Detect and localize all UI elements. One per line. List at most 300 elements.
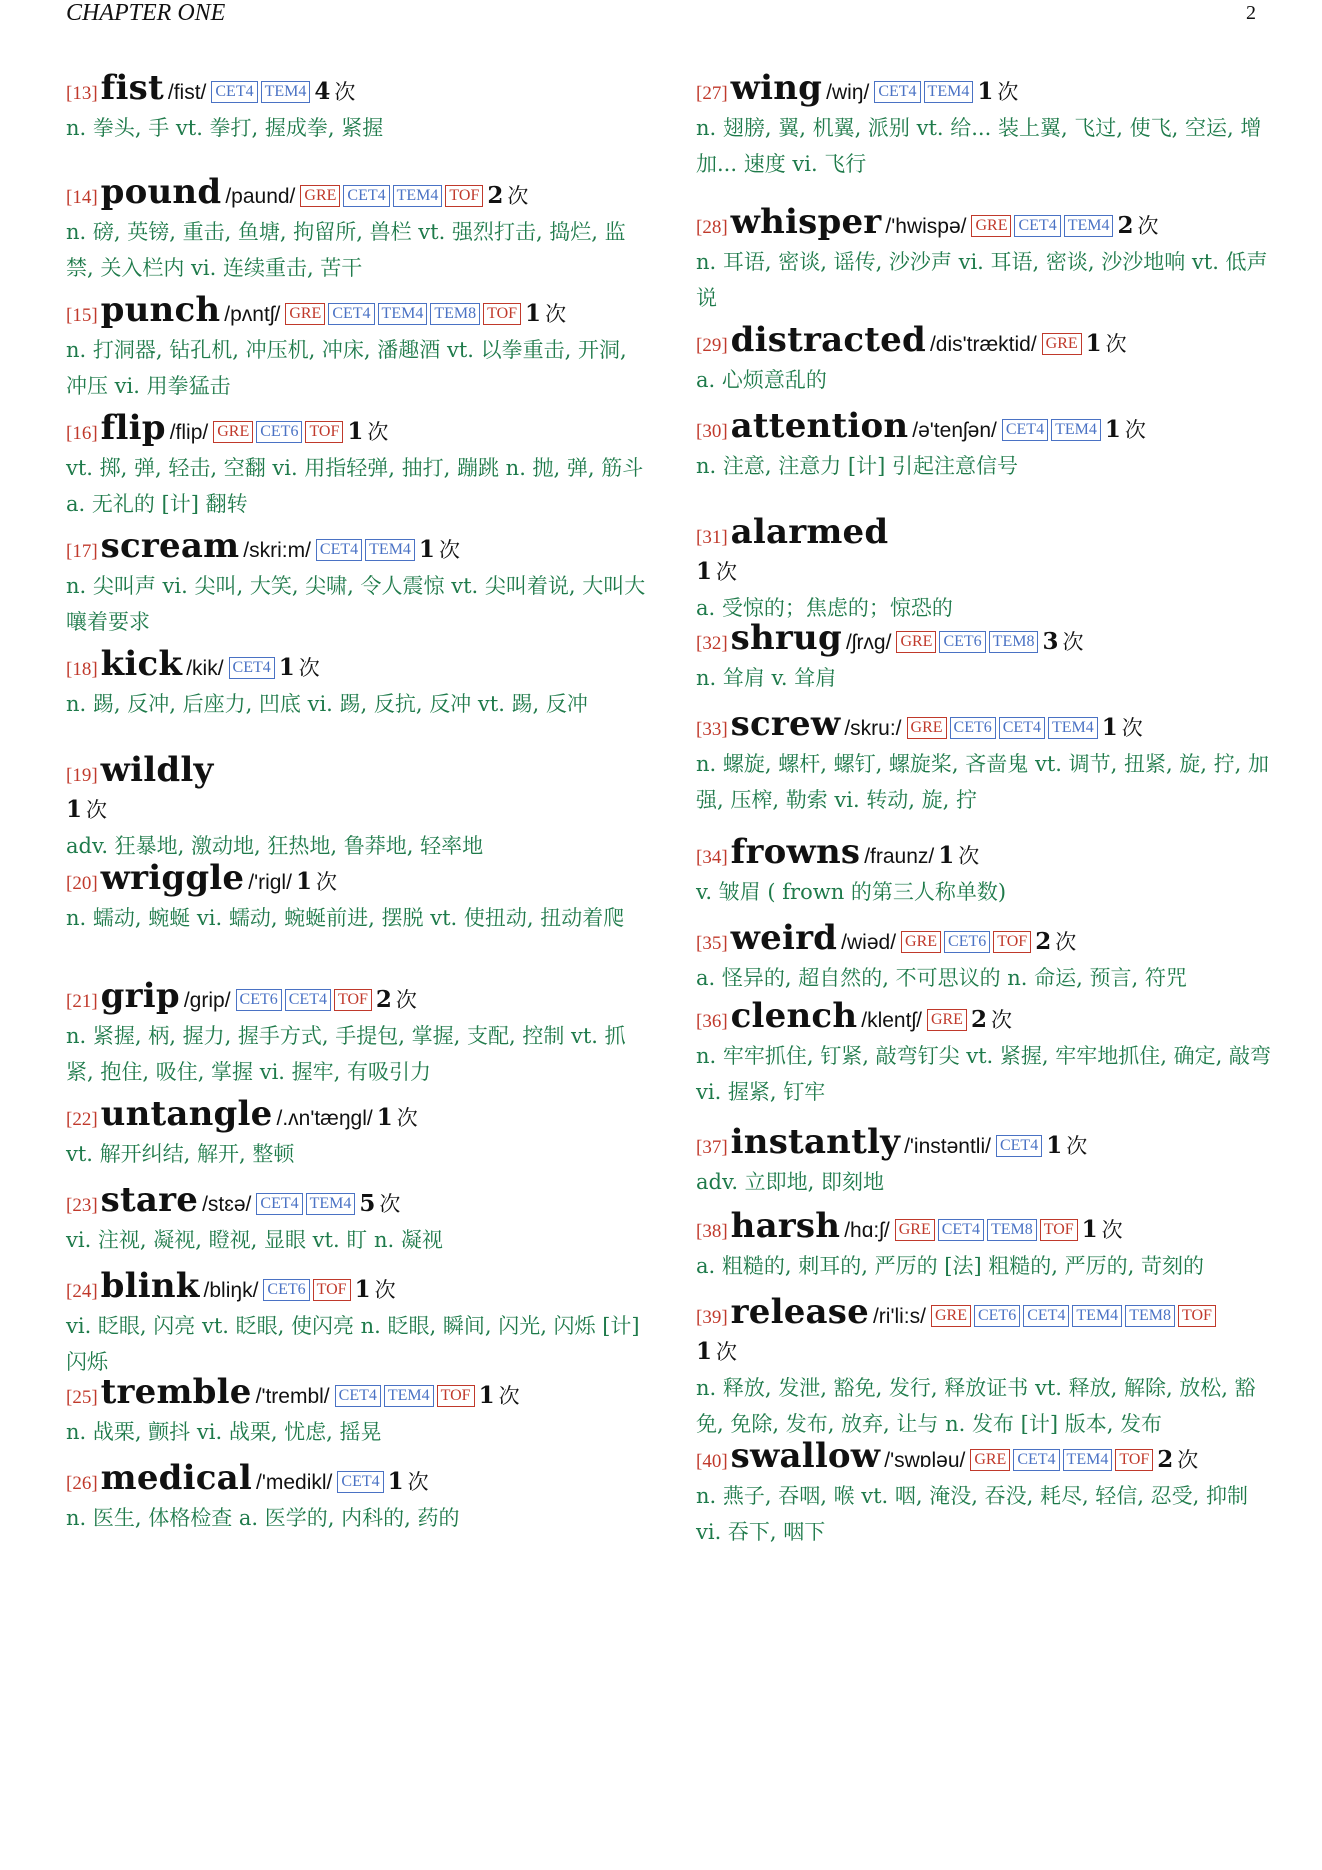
exam-tags bbox=[893, 634, 1038, 653]
headword: wriggle bbox=[100, 858, 245, 898]
count-number: 1 bbox=[977, 78, 994, 105]
entry-number: [20] bbox=[66, 873, 98, 894]
headword: pound bbox=[100, 172, 222, 212]
entry-head bbox=[66, 66, 646, 110]
entry-head bbox=[696, 318, 1276, 362]
count-number: 1 bbox=[1046, 1132, 1063, 1159]
entry-head bbox=[696, 916, 1276, 960]
count-unit: 次 bbox=[1105, 332, 1127, 356]
count-number: 1 bbox=[387, 1468, 404, 1495]
word-entry bbox=[66, 1178, 646, 1258]
exam-tag: CET4 bbox=[996, 1135, 1042, 1157]
exam-tags bbox=[226, 660, 275, 679]
definition: n. 注意, 注意力 [计] 引起注意信号 bbox=[696, 454, 1018, 478]
exam-tag: TOF bbox=[1178, 1305, 1216, 1327]
word-entry bbox=[696, 66, 1276, 182]
exam-tag: CET4 bbox=[999, 717, 1045, 739]
word-entry bbox=[696, 318, 1276, 398]
exam-tag: GRE bbox=[970, 1449, 1010, 1471]
headword: blink bbox=[100, 1266, 200, 1306]
exam-tag: GRE bbox=[895, 1219, 935, 1241]
occurrence-count bbox=[938, 844, 979, 868]
count-number: 5 bbox=[359, 1190, 376, 1217]
word-entry bbox=[696, 916, 1276, 996]
word-entry bbox=[696, 994, 1276, 1110]
entry-number: [36] bbox=[696, 1011, 728, 1032]
headword: weird bbox=[730, 918, 838, 958]
entry-head bbox=[696, 1204, 1276, 1248]
entry-number: [25] bbox=[66, 1387, 98, 1408]
word-entry bbox=[696, 1204, 1276, 1284]
entry-head bbox=[66, 1456, 646, 1500]
occurrence-count bbox=[1042, 630, 1083, 654]
headword: attention bbox=[730, 406, 909, 446]
headword: frowns bbox=[730, 832, 861, 872]
count-unit: 次 bbox=[1101, 1218, 1123, 1242]
exam-tags bbox=[1039, 336, 1082, 355]
count-number: 1 bbox=[418, 536, 435, 563]
entry-head bbox=[66, 170, 646, 214]
count-number: 1 bbox=[1101, 714, 1118, 741]
exam-tag: GRE bbox=[285, 303, 325, 325]
exam-tag: CET6 bbox=[236, 989, 282, 1011]
entry-number: [33] bbox=[696, 719, 728, 740]
exam-tag: CET4 bbox=[1014, 215, 1060, 237]
word-entry bbox=[696, 200, 1276, 316]
occurrence-count bbox=[971, 1008, 1012, 1032]
exam-tags bbox=[210, 424, 343, 443]
occurrence-count bbox=[1086, 332, 1127, 356]
definition: vi. 注视, 凝视, 瞪视, 显眼 vt. 盯 n. 凝视 bbox=[66, 1228, 443, 1252]
entry-head bbox=[66, 1264, 646, 1308]
word-entry bbox=[696, 510, 1276, 626]
entry-number: [34] bbox=[696, 847, 728, 868]
occurrence-count bbox=[977, 80, 1018, 104]
count-unit: 次 bbox=[298, 656, 320, 680]
entry-number: [22] bbox=[66, 1109, 98, 1130]
entry-head bbox=[66, 406, 646, 450]
count-line bbox=[696, 1334, 1276, 1370]
phonetic: /'instəntli/ bbox=[904, 1135, 991, 1158]
exam-tag: TEM8 bbox=[989, 631, 1039, 653]
exam-tag: GRE bbox=[896, 631, 936, 653]
count-unit: 次 bbox=[990, 1008, 1012, 1032]
phonetic: /grip/ bbox=[183, 989, 231, 1012]
entry-number: [32] bbox=[696, 633, 728, 654]
exam-tag: CET4 bbox=[316, 539, 362, 561]
phonetic: /fist/ bbox=[167, 81, 207, 104]
entry-number: [38] bbox=[696, 1221, 728, 1242]
exam-tag: CET4 bbox=[335, 1385, 381, 1407]
phonetic: /'rigl/ bbox=[248, 871, 292, 894]
exam-tag: TEM4 bbox=[1048, 717, 1098, 739]
count-unit: 次 bbox=[716, 1340, 738, 1364]
exam-tag: TEM4 bbox=[306, 1193, 356, 1215]
count-unit: 次 bbox=[507, 184, 529, 208]
exam-tags bbox=[967, 1452, 1153, 1471]
exam-tags bbox=[334, 1474, 383, 1493]
exam-tags bbox=[313, 542, 415, 561]
entry-number: [28] bbox=[696, 217, 728, 238]
count-number: 1 bbox=[1081, 1216, 1098, 1243]
definition: n. 打洞器, 钻孔机, 冲压机, 冲床, 潘趣酒 vt. 以拳重击, 开洞, 冲压 vi. 用拳猛击 bbox=[66, 338, 627, 398]
phonetic: /ri'li:s/ bbox=[872, 1305, 926, 1328]
headword: tremble bbox=[100, 1372, 252, 1412]
word-entry bbox=[66, 1264, 646, 1380]
exam-tags bbox=[233, 992, 372, 1011]
count-number: 2 bbox=[487, 182, 504, 209]
exam-tag: CET6 bbox=[944, 931, 990, 953]
count-number: 1 bbox=[278, 654, 295, 681]
headword: screw bbox=[730, 704, 841, 744]
word-entry bbox=[696, 1434, 1276, 1550]
occurrence-count bbox=[1082, 1218, 1123, 1242]
exam-tag: CET4 bbox=[285, 989, 331, 1011]
entry-number: [17] bbox=[66, 541, 98, 562]
occurrence-count bbox=[359, 1192, 400, 1216]
word-entry bbox=[696, 1120, 1276, 1200]
phonetic: /skru:/ bbox=[844, 717, 902, 740]
exam-tag: GRE bbox=[907, 717, 947, 739]
count-unit: 次 bbox=[374, 1278, 396, 1302]
definition: n. 蠕动, 蜿蜒 vi. 蠕动, 蜿蜒前进, 摆脱 vt. 使扭动, 扭动着爬 bbox=[66, 906, 625, 930]
headword: clench bbox=[730, 996, 858, 1036]
entry-head bbox=[66, 1370, 646, 1414]
count-number: 1 bbox=[1085, 330, 1102, 357]
phonetic: /flip/ bbox=[169, 421, 209, 444]
count-unit: 次 bbox=[1062, 630, 1084, 654]
exam-tags bbox=[208, 84, 310, 103]
exam-tag: CET4 bbox=[938, 1219, 984, 1241]
entry-number: [35] bbox=[696, 933, 728, 954]
count-unit: 次 bbox=[716, 560, 738, 584]
count-number: 1 bbox=[376, 1104, 393, 1131]
count-unit: 次 bbox=[958, 844, 980, 868]
word-entry bbox=[696, 404, 1276, 484]
exam-tag: TOF bbox=[334, 989, 372, 1011]
entry-head bbox=[696, 830, 1276, 874]
phonetic: /hɑ:ʃ/ bbox=[844, 1219, 890, 1242]
headword: kick bbox=[100, 644, 183, 684]
occurrence-count bbox=[1157, 1448, 1198, 1472]
exam-tags bbox=[898, 934, 1031, 953]
exam-tags bbox=[993, 1138, 1042, 1157]
phonetic: /'medikl/ bbox=[256, 1471, 333, 1494]
word-entry bbox=[696, 1290, 1276, 1442]
exam-tag: TEM4 bbox=[1072, 1305, 1122, 1327]
phonetic: /'trembl/ bbox=[255, 1385, 330, 1408]
exam-tag: CET4 bbox=[343, 185, 389, 207]
headword: release bbox=[730, 1292, 869, 1332]
occurrence-count bbox=[479, 1384, 520, 1408]
exam-tags bbox=[999, 422, 1101, 441]
count-number: 4 bbox=[314, 78, 331, 105]
occurrence-count bbox=[696, 1340, 737, 1364]
exam-tag: TEM8 bbox=[1125, 1305, 1175, 1327]
count-unit: 次 bbox=[438, 538, 460, 562]
exam-tag: TOF bbox=[1115, 1449, 1153, 1471]
count-number: 1 bbox=[295, 868, 312, 895]
headword: swallow bbox=[730, 1436, 881, 1476]
exam-tags bbox=[332, 1388, 475, 1407]
count-number: 1 bbox=[938, 842, 955, 869]
exam-tag: TEM4 bbox=[261, 81, 311, 103]
phonetic: /paund/ bbox=[225, 185, 296, 208]
definition: n. 释放, 发泄, 豁免, 发行, 释放证书 vt. 释放, 解除, 放松, 豁免, 免除, 发布, 放弃, 让与 n. 发布 [计] 版本, 发布 bbox=[696, 1376, 1256, 1436]
entry-head bbox=[696, 702, 1276, 746]
count-line bbox=[66, 792, 646, 828]
count-unit: 次 bbox=[545, 302, 567, 326]
word-entry bbox=[66, 524, 646, 640]
word-entry bbox=[66, 1370, 646, 1450]
count-unit: 次 bbox=[407, 1470, 429, 1494]
count-number: 2 bbox=[1035, 928, 1052, 955]
exam-tag: CET4 bbox=[1013, 1449, 1059, 1471]
exam-tags bbox=[904, 720, 1098, 739]
entry-head bbox=[66, 748, 646, 792]
entry-head bbox=[696, 200, 1276, 244]
count-line bbox=[696, 554, 1276, 590]
headword: untangle bbox=[100, 1094, 273, 1134]
headword: grip bbox=[100, 976, 180, 1016]
headword: distracted bbox=[730, 320, 926, 360]
chapter-title: CHAPTER ONE bbox=[66, 0, 226, 26]
entry-head bbox=[66, 974, 646, 1018]
count-unit: 次 bbox=[1121, 716, 1143, 740]
entry-head bbox=[696, 66, 1276, 110]
phonetic: /'hwispə/ bbox=[885, 215, 967, 238]
occurrence-count bbox=[388, 1470, 429, 1494]
exam-tag: CET4 bbox=[1002, 419, 1048, 441]
entry-number: [13] bbox=[66, 83, 98, 104]
count-number: 2 bbox=[1157, 1446, 1174, 1473]
entry-head bbox=[66, 524, 646, 568]
definition: n. 耸肩 v. 耸肩 bbox=[696, 666, 837, 690]
exam-tag: TEM4 bbox=[924, 81, 974, 103]
entry-number: [27] bbox=[696, 83, 728, 104]
definition: v. 皱眉 ( frown 的第三人称单数) bbox=[696, 880, 1007, 904]
exam-tags bbox=[297, 188, 483, 207]
count-number: 1 bbox=[66, 796, 83, 823]
word-entry bbox=[66, 406, 646, 522]
phonetic: /wiŋ/ bbox=[826, 81, 870, 104]
occurrence-count bbox=[419, 538, 460, 562]
definition: n. 战栗, 颤抖 vi. 战栗, 忧虑, 摇晃 bbox=[66, 1420, 382, 1444]
exam-tags bbox=[892, 1222, 1078, 1241]
count-number: 1 bbox=[347, 418, 364, 445]
definition: n. 踢, 反冲, 后座力, 凹底 vi. 踢, 反抗, 反冲 vt. 踢, 反冲 bbox=[66, 692, 588, 716]
count-unit: 次 bbox=[997, 80, 1019, 104]
definition: vt. 解开纠结, 解开, 整顿 bbox=[66, 1142, 295, 1166]
count-unit: 次 bbox=[1124, 418, 1146, 442]
occurrence-count bbox=[66, 798, 107, 822]
phonetic: /ʃrʌg/ bbox=[845, 631, 892, 654]
exam-tag: TEM8 bbox=[430, 303, 480, 325]
definition: a. 怪异的, 超自然的, 不可思议的 n. 命运, 预言, 符咒 bbox=[696, 966, 1187, 990]
exam-tag: TOF bbox=[445, 185, 483, 207]
headword: alarmed bbox=[730, 512, 889, 552]
occurrence-count bbox=[487, 184, 528, 208]
entry-head bbox=[66, 1178, 646, 1222]
word-entry bbox=[66, 642, 646, 722]
running-head bbox=[66, 0, 1256, 30]
count-unit: 次 bbox=[367, 420, 389, 444]
headword: stare bbox=[100, 1180, 199, 1220]
count-unit: 次 bbox=[86, 798, 108, 822]
headword: shrug bbox=[730, 618, 842, 658]
exam-tags bbox=[260, 1282, 350, 1301]
entry-number: [19] bbox=[66, 765, 98, 786]
entry-number: [40] bbox=[696, 1451, 728, 1472]
count-unit: 次 bbox=[1055, 930, 1077, 954]
phonetic: /fraunz/ bbox=[864, 845, 935, 868]
occurrence-count bbox=[347, 420, 388, 444]
headword: medical bbox=[100, 1458, 253, 1498]
headword: wildly bbox=[100, 750, 214, 790]
count-unit: 次 bbox=[396, 1106, 418, 1130]
exam-tag: TEM4 bbox=[1051, 419, 1101, 441]
occurrence-count bbox=[696, 560, 737, 584]
headword: flip bbox=[100, 408, 166, 448]
exam-tag: GRE bbox=[300, 185, 340, 207]
exam-tag: CET4 bbox=[1023, 1305, 1069, 1327]
count-unit: 次 bbox=[1066, 1134, 1088, 1158]
definition: n. 牢牢抓住, 钉紧, 敲弯钉尖 vt. 紧握, 牢牢地抓住, 确定, 敲弯 vi. 握紧, 钉牢 bbox=[696, 1044, 1271, 1104]
entry-head bbox=[696, 616, 1276, 660]
count-unit: 次 bbox=[379, 1192, 401, 1216]
exam-tag: TOF bbox=[437, 1385, 475, 1407]
word-entry bbox=[696, 702, 1276, 818]
exam-tags bbox=[253, 1196, 355, 1215]
page-number: 2 bbox=[1246, 2, 1256, 24]
word-entry bbox=[66, 288, 646, 404]
entry-head bbox=[696, 1120, 1276, 1164]
entry-number: [21] bbox=[66, 991, 98, 1012]
entry-head bbox=[66, 856, 646, 900]
entry-number: [26] bbox=[66, 1473, 98, 1494]
exam-tag: TEM4 bbox=[393, 185, 443, 207]
definition: a. 粗糙的, 刺耳的, 严厉的 [法] 粗糙的, 严厉的, 苛刻的 bbox=[696, 1254, 1205, 1278]
exam-tag: GRE bbox=[971, 215, 1011, 237]
word-entry bbox=[66, 66, 646, 146]
exam-tags bbox=[924, 1012, 967, 1031]
phonetic: /kik/ bbox=[186, 657, 224, 680]
entry-number: [37] bbox=[696, 1137, 728, 1158]
entry-number: [15] bbox=[66, 305, 98, 326]
occurrence-count bbox=[355, 1278, 396, 1302]
count-unit: 次 bbox=[315, 870, 337, 894]
count-number: 1 bbox=[1104, 416, 1121, 443]
definition: n. 翅膀, 翼, 机翼, 派别 vt. 给... 装上翼, 飞过, 使飞, 空运, 增加... 速度 vi. 飞行 bbox=[696, 116, 1262, 176]
definition: n. 紧握, 柄, 握力, 握手方式, 手提包, 掌握, 支配, 控制 vt. 抓紧, 抱住, 吸住, 掌握 vi. 握牢, 有吸引力 bbox=[66, 1024, 626, 1084]
definition: n. 尖叫声 vi. 尖叫, 大笑, 尖啸, 令人震惊 vt. 尖叫着说, 大叫大嚷着要求 bbox=[66, 574, 646, 634]
entry-head bbox=[696, 1434, 1276, 1478]
phonetic: /bliŋk/ bbox=[203, 1279, 259, 1302]
exam-tag: TEM4 bbox=[384, 1385, 434, 1407]
exam-tag: TOF bbox=[305, 421, 343, 443]
headword: harsh bbox=[730, 1206, 841, 1246]
phonetic: /pʌntʃ/ bbox=[224, 303, 281, 326]
entry-head bbox=[66, 288, 646, 332]
occurrence-count bbox=[314, 80, 355, 104]
entry-head bbox=[66, 1092, 646, 1136]
entry-head bbox=[66, 642, 646, 686]
count-number: 1 bbox=[478, 1382, 495, 1409]
entry-number: [24] bbox=[66, 1281, 98, 1302]
exam-tag: TOF bbox=[993, 931, 1031, 953]
exam-tags bbox=[968, 218, 1113, 237]
definition: vi. 眨眼, 闪亮 vt. 眨眼, 使闪亮 n. 眨眼, 瞬间, 闪光, 闪烁 [计] 闪烁 bbox=[66, 1314, 640, 1374]
entry-number: [18] bbox=[66, 659, 98, 680]
word-entry bbox=[66, 170, 646, 286]
exam-tag: CET6 bbox=[256, 421, 302, 443]
exam-tag: GRE bbox=[213, 421, 253, 443]
occurrence-count bbox=[377, 1106, 418, 1130]
count-unit: 次 bbox=[1137, 214, 1159, 238]
entry-head bbox=[696, 510, 1276, 554]
exam-tag: TOF bbox=[483, 303, 521, 325]
phonetic: /ə'tenʃən/ bbox=[912, 419, 997, 442]
count-unit: 次 bbox=[334, 80, 356, 104]
phonetic: /wiəd/ bbox=[841, 931, 897, 954]
definition: n. 拳头, 手 vt. 拳打, 握成拳, 紧握 bbox=[66, 116, 384, 140]
headword: wing bbox=[730, 68, 823, 108]
exam-tag: CET6 bbox=[950, 717, 996, 739]
word-entry bbox=[66, 856, 646, 936]
entry-number: [39] bbox=[696, 1307, 728, 1328]
occurrence-count bbox=[1046, 1134, 1087, 1158]
definition: n. 螺旋, 螺杆, 螺钉, 螺旋桨, 吝啬鬼 vt. 调节, 扭紧, 旋, 拧, 加强, 压榨, 勒索 vi. 转动, 旋, 拧 bbox=[696, 752, 1270, 812]
entry-head bbox=[696, 404, 1276, 448]
count-number: 2 bbox=[970, 1006, 987, 1033]
definition: n. 医生, 体格检查 a. 医学的, 内科的, 药的 bbox=[66, 1506, 460, 1530]
exam-tag: TEM4 bbox=[365, 539, 415, 561]
exam-tag: TEM4 bbox=[1063, 1449, 1113, 1471]
entry-number: [31] bbox=[696, 527, 728, 548]
word-entry bbox=[66, 1092, 646, 1172]
definition: adv. 狂暴地, 激动地, 狂热地, 鲁莽地, 轻率地 bbox=[66, 834, 484, 858]
definition: n. 燕子, 吞咽, 喉 vt. 咽, 淹没, 吞没, 耗尽, 轻信, 忍受, 抑制 vi. 吞下, 咽下 bbox=[696, 1484, 1249, 1544]
occurrence-count bbox=[1035, 930, 1076, 954]
headword: fist bbox=[100, 68, 164, 108]
occurrence-count bbox=[525, 302, 566, 326]
entry-number: [23] bbox=[66, 1195, 98, 1216]
count-unit: 次 bbox=[498, 1384, 520, 1408]
entry-number: [16] bbox=[66, 423, 98, 444]
phonetic: /'swɒləu/ bbox=[884, 1449, 966, 1472]
count-number: 1 bbox=[696, 558, 713, 585]
exam-tag: TEM4 bbox=[378, 303, 428, 325]
phonetic: /stɛə/ bbox=[202, 1193, 252, 1216]
definition: n. 耳语, 密谈, 谣传, 沙沙声 vi. 耳语, 密谈, 沙沙地响 vt. 低声说 bbox=[696, 250, 1268, 310]
count-number: 2 bbox=[1117, 212, 1134, 239]
definition: n. 磅, 英镑, 重击, 鱼塘, 拘留所, 兽栏 vt. 强烈打击, 捣烂, 监禁, 关入栏内 vi. 连续重击, 苦干 bbox=[66, 220, 626, 280]
entry-number: [29] bbox=[696, 335, 728, 356]
entry-number: [30] bbox=[696, 421, 728, 442]
occurrence-count bbox=[376, 988, 417, 1012]
headword: whisper bbox=[730, 202, 882, 242]
occurrence-count bbox=[296, 870, 337, 894]
phonetic: /.ʌn'tæŋgl/ bbox=[276, 1107, 373, 1130]
exam-tag: TEM4 bbox=[1064, 215, 1114, 237]
exam-tag: GRE bbox=[927, 1009, 967, 1031]
exam-tag: TEM8 bbox=[987, 1219, 1037, 1241]
definition: vt. 掷, 弹, 轻击, 空翻 vi. 用指轻弹, 抽打, 蹦跳 n. 抛, 弹, 筋斗 a. 无礼的 [计] 翻转 bbox=[66, 456, 644, 516]
exam-tag: TOF bbox=[313, 1279, 351, 1301]
exam-tag: CET6 bbox=[939, 631, 985, 653]
exam-tags bbox=[871, 84, 973, 103]
count-number: 3 bbox=[1042, 628, 1059, 655]
